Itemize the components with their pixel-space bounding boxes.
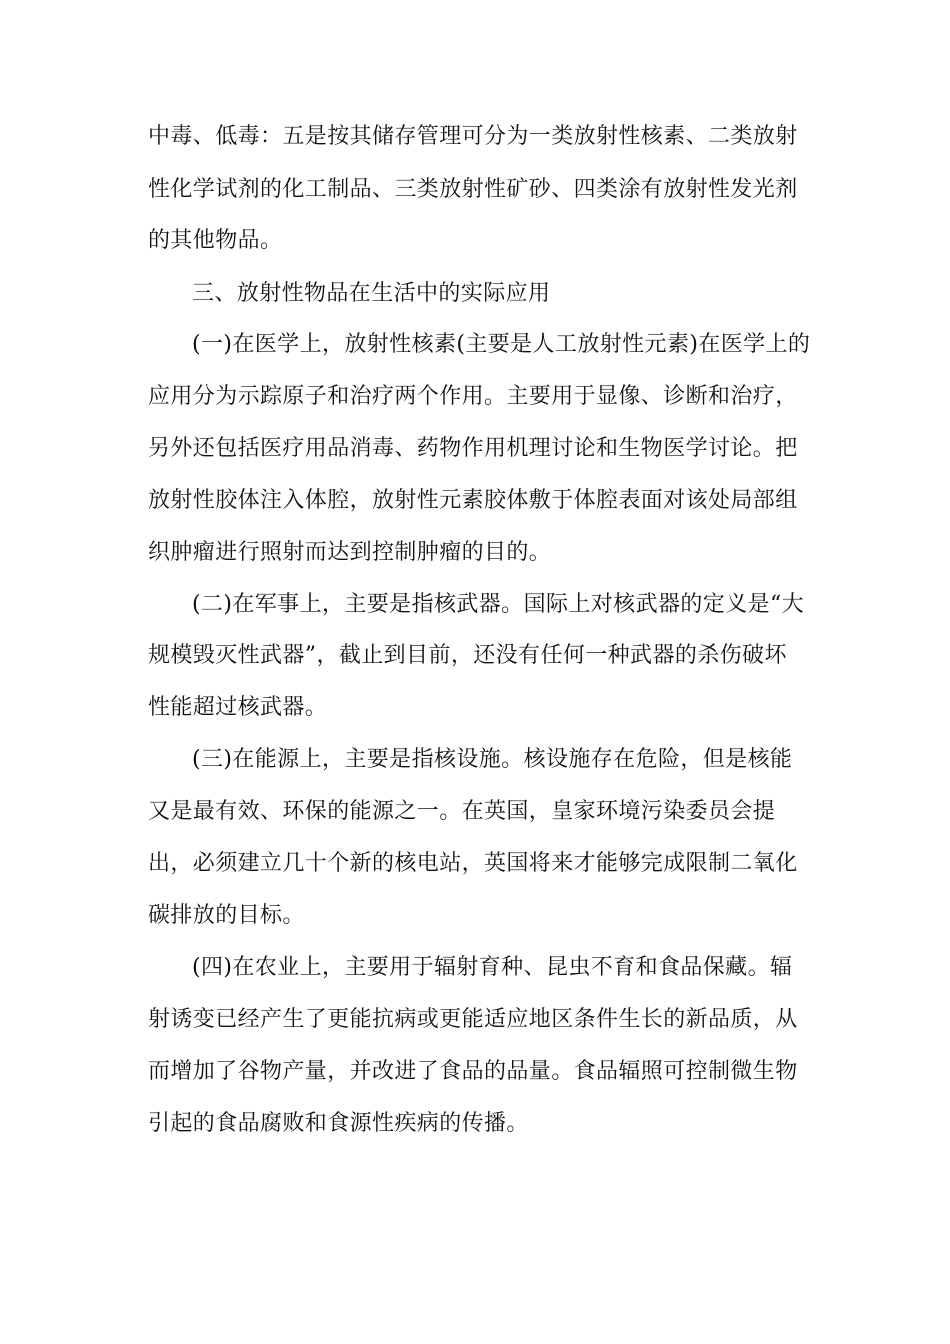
text-line: 而增加了谷物产量，并改进了食品的品量。食品辐照可控制微生物: [148, 1059, 798, 1084]
text-line: 另外还包括医疗用品消毒、药物作用机理讨论和生物医学讨论。把: [148, 436, 798, 461]
text-line: 中毒、低毒：五是按其储存管理可分为一类放射性核素、二类放射: [148, 124, 798, 149]
text-line: 的其他物品。: [148, 228, 283, 253]
text-line: 碳排放的目标。: [148, 903, 305, 928]
section-heading: 三、放射性物品在生活中的实际应用: [192, 281, 551, 306]
text-line: 引起的食品腐败和食源性疾病的传播。: [148, 1111, 529, 1136]
text-line: 出，必须建立几十个新的核电站，英国将来才能够完成限制二氧化: [148, 851, 798, 876]
text-line: 射诱变已经产生了更能抗病或更能适应地区条件生长的新品质，从: [148, 1007, 798, 1032]
text-line: (四)在农业上，主要用于辐射育种、昆虫不育和食品保藏。辐: [192, 955, 793, 980]
text-line: 性能超过核武器。: [148, 695, 328, 720]
text-line: 织肿瘤进行照射而达到控制肿瘤的目的。: [148, 540, 552, 565]
text-line: 应用分为示踪原子和治疗两个作用。主要用于显像、诊断和治疗，: [148, 384, 798, 409]
text-line: 又是最有效、环保的能源之一。在英国，皇家环境污染委员会提: [148, 799, 776, 824]
text-line: 放射性胶体注入体腔，放射性元素胶体敷于体腔表面对该处局部组: [148, 488, 798, 513]
text-line: (二)在军事上，主要是指核武器。国际上对核武器的定义是“大: [192, 592, 805, 617]
text-line: (一)在医学上，放射性核素(主要是人工放射性元素)在医学上的: [192, 332, 811, 357]
text-line: (三)在能源上，主要是指核设施。核设施存在危险，但是核能: [192, 747, 793, 772]
text-line: 性化学试剂的化工制品、三类放射性矿砂、四类涂有放射性发光剂: [148, 177, 798, 202]
text-line: 规模毁灭性武器”，截止到目前，还没有任何一种武器的杀伤破坏: [148, 643, 787, 668]
